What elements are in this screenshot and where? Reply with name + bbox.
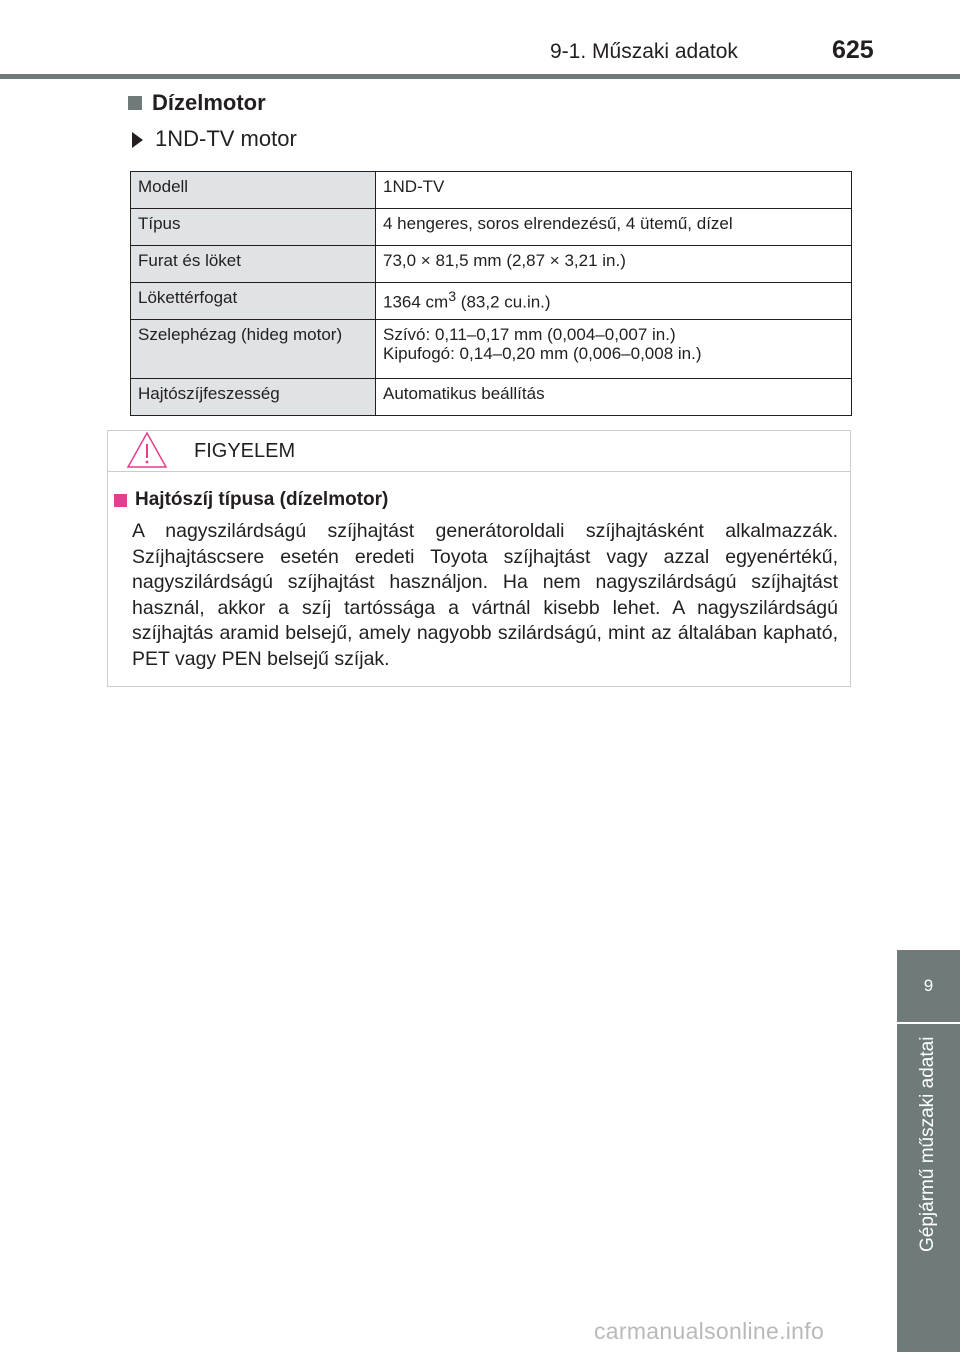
- exhaust-clearance: Kipufogó: 0,14–0,20 mm (0,006–0,008 in.): [383, 344, 702, 363]
- table-value-cell: Automatikus beállítás: [376, 379, 852, 416]
- pink-square-bullet-icon: [114, 494, 127, 507]
- table-label-cell: Lökettérfogat: [131, 283, 376, 320]
- page-number: 625: [832, 36, 874, 64]
- table-label-cell: Hajtószíjfeszesség: [131, 379, 376, 416]
- table-value-cell: 4 hengeres, soros elrendezésű, 4 ütemű, dízel: [376, 209, 852, 246]
- sub-heading: [132, 126, 297, 152]
- engine-spec-table: [130, 171, 852, 416]
- running-header-title: 9-1. Műszaki adatok: [550, 40, 738, 63]
- chapter-title: Gépjármű műszaki adatai: [917, 1037, 938, 1253]
- table-value-cell: 73,0 × 81,5 mm (2,87 × 3,21 in.): [376, 246, 852, 283]
- table-row: [131, 209, 852, 246]
- table-value-cell: [376, 283, 852, 320]
- intake-clearance: Szívó: 0,11–0,17 mm (0,004–0,007 in.): [383, 325, 676, 344]
- chapter-number: 9: [923, 976, 934, 995]
- arrow-bullet-icon: [132, 132, 143, 148]
- tab-divider: [897, 1022, 960, 1024]
- section-heading-text: Dízelmotor: [152, 90, 266, 115]
- table-row: [131, 379, 852, 416]
- table-row: [131, 172, 852, 209]
- warning-text: A nagyszilárdságú szíjhajtást generátoroldali szíjhajtásként alkalmazzák. Szíjhajtáscsere esetén eredeti Toyota szíjhajtást vagy azzal egyenértékű, nagyszilárdságú szíjhajtást használjon. Ha nem nagyszilárdságú szíjhajtást használ, akkor a szíj tartóssága a vártnál kisebb lehet. A nagyszilárdságú szíjhajtás aramid belsejű, amely nagyobb szilárdságú, mint az általában kapható, PET vagy PEN belsejű szíjak.: [132, 520, 838, 670]
- warning-subheading-text: Hajtószíj típusa (dízelmotor): [135, 489, 389, 510]
- square-bullet-icon: [128, 96, 142, 110]
- warning-triangle-icon: [126, 431, 168, 469]
- section-heading: [128, 90, 266, 116]
- table-label-cell: Furat és löket: [131, 246, 376, 283]
- warning-box: [107, 430, 851, 687]
- header-rule: [0, 74, 960, 79]
- watermark: carmanualsonline.info: [594, 1318, 825, 1344]
- warning-header: [108, 431, 850, 472]
- displacement-imperial: (83,2 cu.in.): [456, 292, 551, 312]
- displacement-value: 1364 cm: [383, 292, 449, 312]
- sub-heading-text: 1ND-TV motor: [155, 126, 297, 151]
- table-label-cell: Szelephézag (hideg motor): [131, 320, 376, 379]
- warning-subheading: [114, 489, 388, 511]
- table-label-cell: Modell: [131, 172, 376, 209]
- table-row: [131, 320, 852, 379]
- table-row: [131, 246, 852, 283]
- table-label-cell: Típus: [131, 209, 376, 246]
- table-value-cell: 1ND-TV: [376, 172, 852, 209]
- table-row: [131, 283, 852, 320]
- chapter-side-tab: [897, 950, 960, 1352]
- table-value-cell: [376, 320, 852, 379]
- warning-label: FIGYELEM: [194, 440, 296, 462]
- cubic-superscript: 3: [448, 289, 457, 305]
